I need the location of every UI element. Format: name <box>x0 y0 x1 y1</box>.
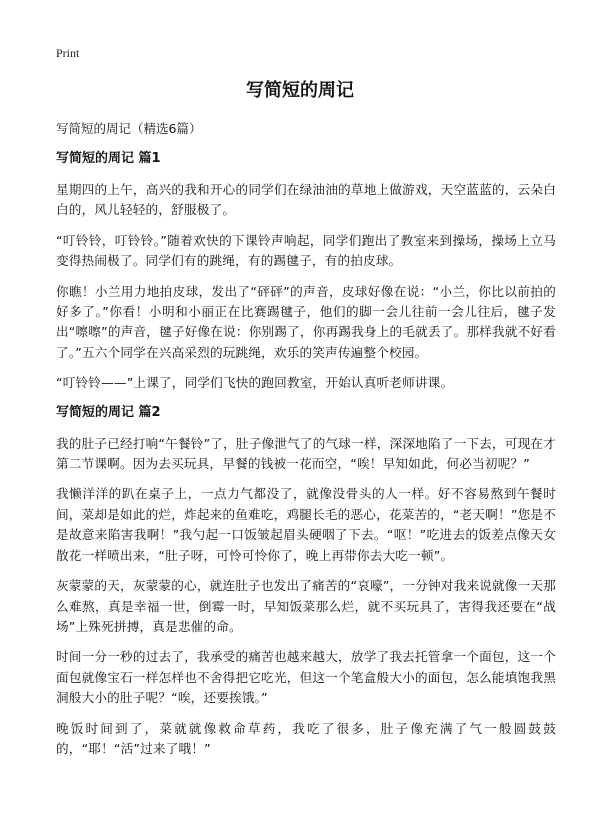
paragraph: “叮铃铃，叮铃铃。”随着欢快的下课铃声响起，同学们跑出了教室来到操场，操场上立马变得热闹极了。同学们有的跳绳，有的踢毽子，有的拍皮球。 <box>56 232 556 269</box>
subtitle: 写简短的周记（精选6篇） <box>56 121 202 136</box>
paragraph: “叮铃铃——”上课了，同学们飞快的跑回教室，开始认真听老师讲课。 <box>56 375 454 391</box>
paragraph: 星期四的上午，高兴的我和开心的同学们在绿油油的草地上做游戏，天空蓝蓝的，云朵白白的，风儿轻轻的，舒服极了。 <box>56 182 556 218</box>
paragraph: 灰蒙蒙的天，灰蒙蒙的心，就连肚子也发出了痛苦的“哀嚎”，一分钟对我来说就像一天那么难熬，真是幸福一世，倒霉一时，早知饭菜那么烂，就不买玩具了，害得我还要在“战场”上殊死拼搏，真是悲催的命。 <box>56 578 556 634</box>
print-link[interactable]: Print <box>56 46 80 60</box>
paragraph: 晚饭时间到了，菜就就像救命草药，我吃了很多，肚子像充满了气一般圆鼓鼓的，“耶！“活”过来了哦！” <box>56 720 556 756</box>
paragraph: 我的肚子已经打响“午餐铃”了，肚子像泄气了的气球一样，深深地陷了一下去，可现在才第二节课啊。因为去买玩具，早餐的钱被一花而空，“唉！早知如此，何必当初呢？” <box>56 435 556 472</box>
paragraph: 你瞧！小兰用力地拍皮球，发出了“砰砰”的声音，皮球好像在说：“小兰，你比以前拍的好多了。”你看！小明和小丽正在比赛踢毽子，他们的脚一会儿往前一会儿往后，毽子发出“嚓嚓”的声音，毽子好像在说：你别踢了，你再踢我身上的毛就丢了。那样我就不好看了。”五六个同学在兴高采烈的玩跳绳，欢乐的笑声传遍整个校园。 <box>56 283 556 360</box>
page-title: 写简短的周记 <box>246 80 354 101</box>
article-body <box>56 150 556 769</box>
paragraph: 我懒洋洋的趴在桌子上，一点力气都没了，就像没骨头的人一样。好不容易熬到午餐时间，菜却是如此的烂，炸起来的鱼难吃，鸡腿长毛的恶心，花菜苦的，“老天啊！”您是不是故意来陷害我啊！”我勺起一口饭皱起眉头硬咽了下去。“呕！”吃进去的饭差点像天女散花一样喷出来，“肚子呀，可怜可怜你了，晚上再带你去大吃一顿”。 <box>56 486 556 563</box>
section-heading-1: 写简短的周记 篇1 <box>56 151 161 166</box>
section-heading-2: 写简短的周记 篇2 <box>56 404 161 420</box>
paragraph: 时间一分一秒的过去了，我承受的痛苦也越来越大，放学了我去托管拿一个面包，这一个面包就像宝石一样怎样也不舍得把它吃光，但这一个笔盒般大小的面包，怎么能填饱我黑洞般大小的肚子呢？“唉，还要挨饿。” <box>56 649 556 706</box>
